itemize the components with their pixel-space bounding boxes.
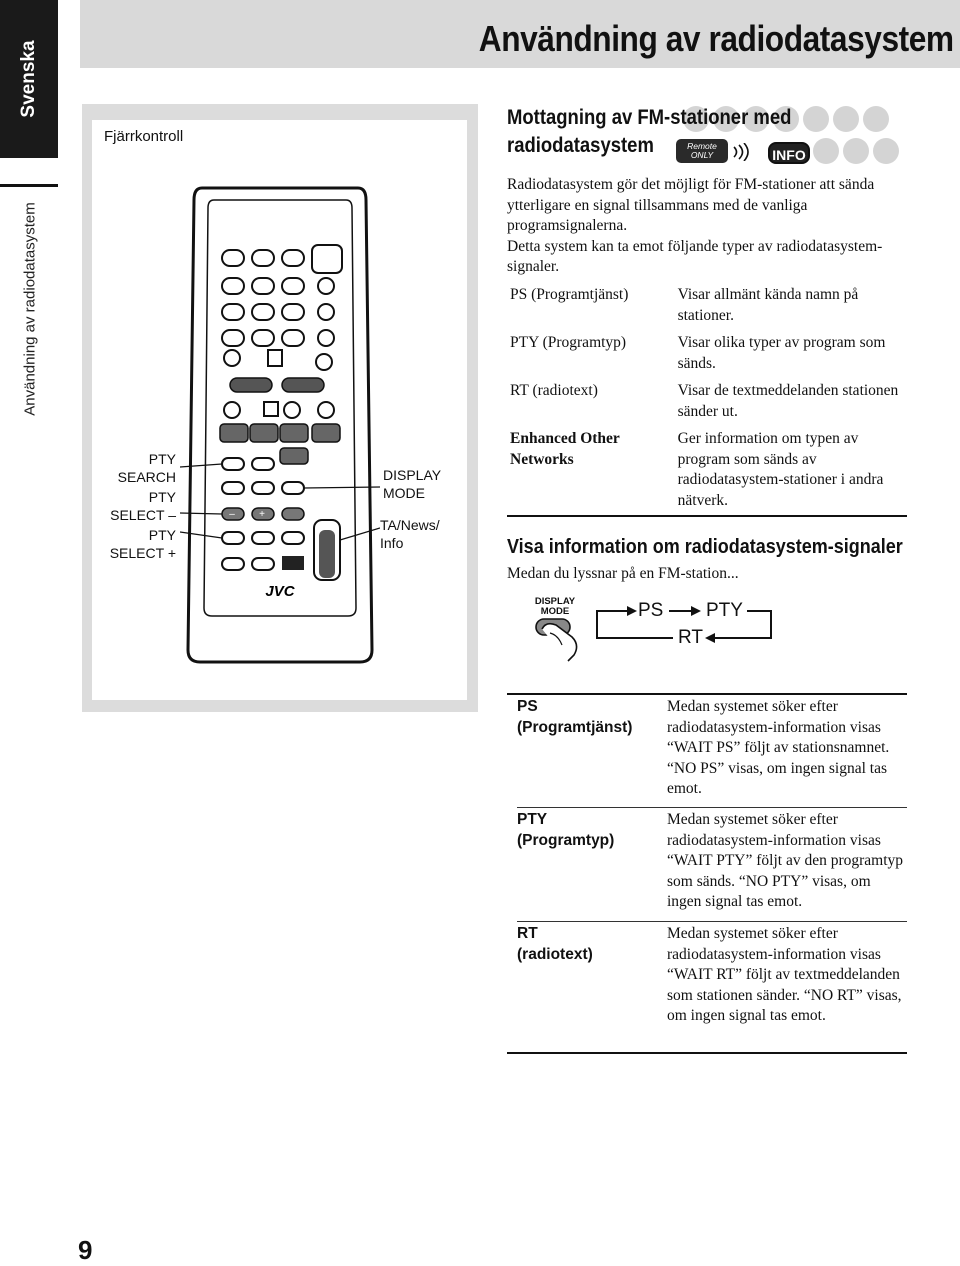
section1-title-line2: radiodatasystem bbox=[507, 134, 654, 157]
jvc-logo: JVC bbox=[265, 583, 295, 600]
rds-types-table bbox=[507, 285, 907, 515]
cycle-rt: RT bbox=[678, 627, 703, 648]
display-mode-button-label: DISPLAY MODE bbox=[534, 596, 576, 617]
details-desc: Medan systemet söker efter radiodatasystem-information visas “WAIT RT” följt av textmeddelanden som stationen sänder. “NO RT” visas, om ingen signal tas emot. bbox=[667, 925, 902, 1024]
remote-illustration bbox=[180, 180, 380, 670]
rds-type-row bbox=[507, 381, 907, 429]
label-pty-select-minus: PTY SELECT – bbox=[110, 489, 176, 523]
side-section-label: Användning av radiodatasystem bbox=[21, 202, 39, 416]
info-badge: INFO bbox=[768, 142, 810, 164]
details-table bbox=[507, 697, 907, 1056]
page-number: 9 bbox=[78, 1235, 93, 1265]
cycle-ps: PS bbox=[638, 600, 664, 621]
rds-type-desc: Visar de textmeddelanden stationen sänder ut. bbox=[677, 382, 899, 420]
page-title: Användning av radiodatasystem bbox=[479, 18, 954, 59]
section1-title-line1: Mottagning av FM-stationer med bbox=[507, 106, 792, 129]
section2-subtitle: Medan du lyssnar på en FM-station... bbox=[507, 565, 739, 582]
finger-pressing-icon bbox=[528, 615, 588, 665]
details-row bbox=[507, 697, 907, 807]
rds-type-term: PTY (Programtyp) bbox=[510, 334, 627, 351]
cycle-arrows bbox=[595, 598, 780, 648]
rds-type-term: Enhanced Other Networks bbox=[510, 430, 620, 468]
intro-paragraph-2: Detta system kan ta emot följande typer av radiodatasystem-signaler. bbox=[507, 237, 883, 275]
rds-type-desc: Visar allmänt kända namn på stationer. bbox=[677, 286, 859, 324]
intro-paragraph: Radiodatasystem gör det möjligt för FM-stationer att sända ytterligare en signal tillsammans med de vanliga programsignalerna. bbox=[507, 176, 875, 234]
minus-glyph: – bbox=[229, 509, 235, 520]
details-label: PS (Programtjänst) bbox=[517, 698, 633, 736]
rds-type-desc: Ger information om typen av program som sänds av radiodatasystem-stationer i andra nätverk. bbox=[677, 430, 884, 509]
side-divider bbox=[0, 184, 58, 187]
section-divider bbox=[507, 515, 907, 517]
rds-type-row bbox=[507, 429, 907, 515]
plus-glyph: + bbox=[259, 509, 265, 520]
rds-type-row bbox=[507, 333, 907, 381]
remote-only-badge: Remote ONLY bbox=[676, 139, 728, 163]
rds-type-desc: Visar olika typer av program som sänds. bbox=[677, 334, 886, 372]
details-desc: Medan systemet söker efter radiodatasystem-information visas “WAIT PTY” följt av den programtyp som sänds. “NO PTY” visas, om ingen signal tas emot. bbox=[667, 811, 904, 910]
details-label: PTY (Programtyp) bbox=[517, 811, 615, 849]
details-desc: Medan systemet söker efter radiodatasystem-information visas “WAIT PS” följt av stationsnamnet. “NO PS” visas, om ingen signal tas emot. bbox=[667, 698, 890, 797]
remote-caption: Fjärrkontroll bbox=[104, 128, 184, 145]
details-label: RT (radiotext) bbox=[517, 925, 593, 963]
section2-title: Visa information om radiodatasystem-signaler bbox=[507, 536, 903, 558]
details-row bbox=[507, 808, 907, 921]
rds-type-term: PS (Programtjänst) bbox=[510, 286, 629, 303]
details-top-rule bbox=[507, 693, 907, 695]
cycle-pty: PTY bbox=[706, 600, 743, 621]
rds-type-term: RT (radiotext) bbox=[510, 382, 598, 399]
title-banner bbox=[80, 0, 960, 68]
language-tab-label: Svenska bbox=[18, 40, 39, 118]
details-row bbox=[507, 922, 907, 1056]
signal-icon bbox=[730, 143, 754, 161]
label-ta-news-info: TA/News/ Info bbox=[380, 517, 440, 551]
details-bottom-rule bbox=[507, 1052, 907, 1054]
label-display-mode: DISPLAY MODE bbox=[383, 467, 442, 501]
label-pty-select-plus: PTY SELECT + bbox=[109, 527, 176, 561]
section1-intro bbox=[507, 175, 907, 278]
rds-type-row bbox=[507, 285, 907, 333]
language-tab bbox=[0, 0, 58, 158]
label-pty-search: PTY SEARCH bbox=[117, 451, 176, 485]
